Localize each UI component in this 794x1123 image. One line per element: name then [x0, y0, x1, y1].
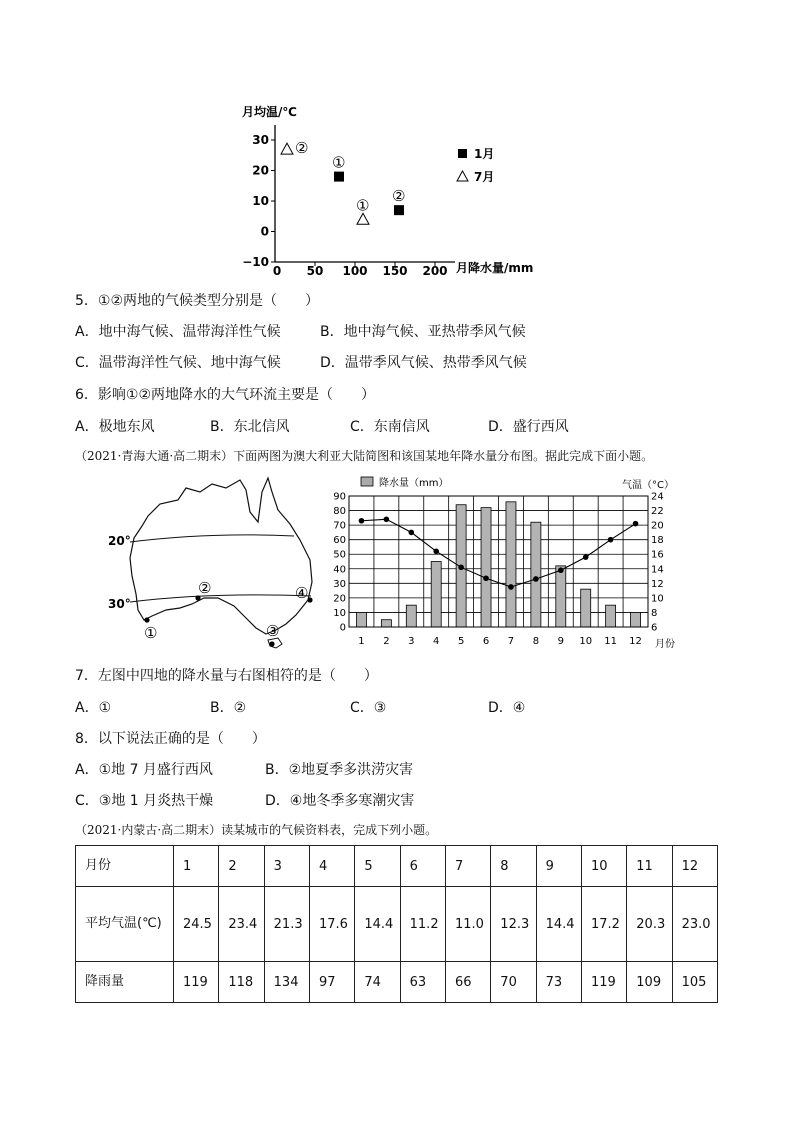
precip-bar-month-9: [556, 566, 566, 627]
precip-tick-label: 20: [333, 593, 346, 605]
temp-point-month-11: [608, 537, 614, 543]
table-cell-temp-12: 23.0: [672, 887, 717, 962]
table-header-temp: 平均气温(℃): [76, 887, 174, 962]
australia-outline: [130, 478, 312, 634]
q8-stem: 8．以下说法正确的是（ ）: [75, 731, 266, 747]
precip-tick-label: 70: [333, 520, 346, 532]
month-axis-label: 月份: [655, 639, 675, 650]
table-cell-temp-5: 14.4: [355, 887, 400, 962]
temp-point-month-1: [359, 518, 365, 524]
scatter-point-jan-site: [394, 205, 404, 215]
q7-option-b[interactable]: B．②: [210, 700, 247, 716]
table-cell-temp-8: 12.3: [491, 887, 536, 962]
precip-bar-month-12: [631, 612, 641, 627]
precip-tick-label: 40: [333, 564, 346, 576]
month-tick-label: 12: [629, 636, 642, 647]
table-cell-rain-10: 119: [581, 962, 626, 1003]
temp-tick-label: 12: [651, 578, 664, 590]
scatter-ytick-label: 10: [252, 194, 269, 208]
table-cell-temp-1: 24.5: [174, 887, 219, 962]
temp-point-month-3: [408, 530, 414, 536]
table-cell-temp-11: 20.3: [627, 887, 672, 962]
legend-label-jan: 1月: [474, 147, 495, 161]
precip-bar-month-3: [406, 605, 416, 627]
table-cell-temp-7: 11.0: [445, 887, 490, 962]
precip-tick-label: 50: [333, 549, 346, 561]
table-cell-rain-2: 118: [219, 962, 264, 1003]
q8-option-a[interactable]: A．①地 7 月盛行西风: [75, 762, 213, 778]
table-cell-rain-9: 73: [536, 962, 581, 1003]
site-1-label: ①: [144, 624, 158, 642]
q5-stem: 5．①②两地的气候类型分别是（ ）: [75, 293, 320, 309]
climate-chart: [335, 470, 685, 652]
precip-bar-month-7: [506, 502, 516, 627]
precip-tick-label: 10: [333, 607, 346, 619]
temp-tick-label: 14: [651, 564, 664, 576]
q7-option-c[interactable]: C．③: [350, 700, 387, 716]
precip-tick-label: 0: [339, 622, 346, 634]
legend-triangle-icon: [457, 171, 468, 181]
scatter-ytick-label: 30: [252, 133, 269, 147]
table-cell-temp-4: 17.6: [309, 887, 354, 962]
table-cell-temp-9: 14.4: [536, 887, 581, 962]
table-cell-temp-10: 17.2: [581, 887, 626, 962]
temp-point-month-7: [508, 584, 514, 590]
scatter-site-label: ①: [356, 196, 370, 215]
scatter-xlabel: 月降水量/mm: [456, 261, 534, 275]
q8-option-d[interactable]: D．④地冬季多寒潮灾害: [265, 793, 415, 809]
precip-bar-month-1: [356, 612, 366, 627]
table-cell-temp-2: 23.4: [219, 887, 264, 962]
month-tick-label: 1: [358, 636, 365, 647]
site-4-label: ④: [295, 584, 309, 602]
q5-option-d[interactable]: D．温带季风气候、热带季风气候: [320, 355, 527, 371]
site-1-dot: [144, 617, 149, 622]
precip-bar-month-4: [431, 562, 441, 628]
table-cell-month-7: 7: [445, 846, 490, 887]
month-tick-label: 11: [604, 636, 617, 647]
scatter-xtick-label: 150: [382, 264, 408, 278]
scatter-ytick-label: 0: [260, 224, 269, 239]
table-cell-month-4: 4: [309, 846, 354, 887]
temp-tick-label: 24: [651, 491, 664, 503]
scatter-xtick-label: 50: [306, 264, 324, 278]
scatter-ytick-label: 20: [252, 163, 269, 178]
scatter-point-jul-site: [281, 143, 293, 154]
q7-stem: 7．左图中四地的降水量与右图相符的是（ ）: [75, 668, 378, 684]
table-cell-rain-8: 70: [491, 962, 536, 1003]
q6-option-d[interactable]: D．盛行西风: [488, 419, 569, 435]
table-cell-rain-12: 105: [672, 962, 717, 1003]
table-cell-month-12: 12: [672, 846, 717, 887]
table-cell-month-3: 3: [264, 846, 309, 887]
table-cell-month-8: 8: [491, 846, 536, 887]
site-3-label: ③: [266, 622, 280, 640]
scatter-point-jul-site: [357, 213, 369, 224]
month-tick-label: 6: [482, 636, 490, 647]
table-cell-rain-3: 134: [264, 962, 309, 1003]
scatter-site-label: ②: [392, 187, 406, 206]
month-tick-label: 2: [383, 636, 390, 647]
table-cell-temp-3: 21.3: [264, 887, 309, 962]
source-note-1: （2021·青海大通·高二期末）下面两图为澳大利亚大陆简图和该国某地年降水量分布图。据此完成下面小题。: [75, 449, 654, 463]
table-cell-month-2: 2: [219, 846, 264, 887]
table-cell-month-10: 10: [581, 846, 626, 887]
q6-option-c[interactable]: C．东南信风: [350, 419, 430, 435]
temp-point-month-6: [483, 575, 489, 581]
temp-axis-label: 气温（°C）: [622, 480, 674, 491]
temp-point-month-8: [533, 576, 539, 582]
scatter-ytick-label: −10: [242, 255, 269, 269]
table-cell-rain-11: 109: [627, 962, 672, 1003]
table-row: [76, 887, 718, 962]
precip-bar-month-6: [481, 508, 491, 627]
table-cell-month-6: 6: [400, 846, 445, 887]
precip-tick-label: 80: [333, 506, 346, 518]
temp-point-month-5: [458, 565, 464, 571]
table-cell-month-1: 1: [174, 846, 219, 887]
table-cell-rain-1: 119: [174, 962, 219, 1003]
month-tick-label: 8: [532, 636, 540, 647]
month-tick-label: 3: [408, 636, 415, 647]
table-cell-rain-6: 63: [400, 962, 445, 1003]
month-tick-label: 7: [507, 636, 515, 647]
scatter-site-label: ②: [295, 139, 309, 158]
temp-tick-label: 22: [651, 506, 664, 518]
temp-point-month-12: [633, 521, 639, 527]
source-note-2: （2021·内蒙古·高二期末）读某城市的气候资料表，完成下列小题。: [75, 823, 438, 837]
table-cell-month-11: 11: [627, 846, 672, 887]
lat-20-line: [130, 535, 294, 542]
scatter-ylabel: 月均温/℃: [242, 105, 297, 119]
q6-option-a[interactable]: A．极地东风: [75, 419, 155, 435]
precip-tick-label: 90: [333, 491, 346, 503]
table-cell-temp-6: 11.2: [400, 887, 445, 962]
precip-bar-month-2: [381, 620, 391, 627]
legend-label-jul: 7月: [474, 170, 495, 184]
site-3-dot: [269, 641, 274, 646]
q5-option-b[interactable]: B．地中海气候、亚热带季风气候: [320, 324, 526, 340]
precip-bar-month-11: [606, 605, 616, 627]
temp-point-month-9: [558, 567, 564, 573]
legend-square-icon: [458, 149, 467, 158]
table-cell-month-9: 9: [536, 846, 581, 887]
precip-bar-month-8: [531, 522, 541, 627]
temp-point-month-4: [433, 549, 439, 555]
temp-tick-label: 16: [651, 549, 664, 561]
temp-tick-label: 8: [651, 607, 658, 619]
table-cell-month-5: 5: [355, 846, 400, 887]
temp-point-month-2: [384, 516, 390, 522]
q8-option-c[interactable]: C．③地 1 月炎热干燥: [75, 793, 214, 809]
precip-bar-month-10: [581, 589, 591, 627]
temp-tick-label: 18: [651, 535, 664, 547]
temp-precip-scatter-chart: [230, 95, 570, 280]
precip-legend-swatch: [361, 477, 373, 486]
month-tick-label: 4: [433, 636, 440, 647]
scatter-site-label: ①: [332, 153, 346, 172]
scatter-point-jan-site: [334, 172, 344, 182]
q8-option-b[interactable]: B．②地夏季多洪涝灾害: [265, 762, 414, 778]
temp-tick-label: 10: [651, 593, 664, 605]
month-tick-label: 5: [457, 636, 465, 647]
lat-30-label: 30°: [108, 597, 131, 611]
precip-legend-label: 降水量（mm）: [379, 478, 449, 489]
table-cell-rain-7: 66: [445, 962, 490, 1003]
temp-tick-label: 20: [651, 520, 664, 532]
table-cell-rain-5: 74: [355, 962, 400, 1003]
precip-tick-label: 60: [333, 535, 346, 547]
temp-point-month-10: [583, 554, 589, 560]
site-2-label: ②: [198, 579, 212, 597]
q5-option-c[interactable]: C．温带海洋性气候、地中海气候: [75, 355, 281, 371]
precip-tick-label: 30: [333, 578, 346, 590]
month-tick-label: 9: [557, 636, 564, 647]
lat-20-label: 20°: [108, 534, 131, 548]
q7-option-a[interactable]: A．①: [75, 700, 112, 716]
table-row: [76, 962, 718, 1003]
australia-map: [100, 470, 330, 650]
temp-tick-label: 6: [651, 622, 658, 634]
scatter-xtick-label: 0: [272, 264, 282, 278]
table-cell-rain-4: 97: [309, 962, 354, 1003]
table-header-rain: 降雨量: [76, 962, 174, 1003]
lat-30-line: [130, 595, 311, 602]
scatter-xtick-label: 200: [422, 264, 448, 278]
q6-stem: 6．影响①②两地降水的大气环流主要是（ ）: [75, 387, 376, 403]
climate-data-table: [75, 845, 718, 1003]
q7-option-d[interactable]: D．④: [488, 700, 526, 716]
scatter-xtick-label: 100: [342, 264, 368, 278]
month-tick-label: 10: [579, 636, 593, 647]
q5-option-a[interactable]: A．地中海气候、温带海洋性气候: [75, 324, 281, 340]
q6-option-b[interactable]: B．东北信风: [210, 419, 290, 435]
table-header-month: 月份: [76, 846, 174, 887]
table-row: [76, 846, 718, 887]
